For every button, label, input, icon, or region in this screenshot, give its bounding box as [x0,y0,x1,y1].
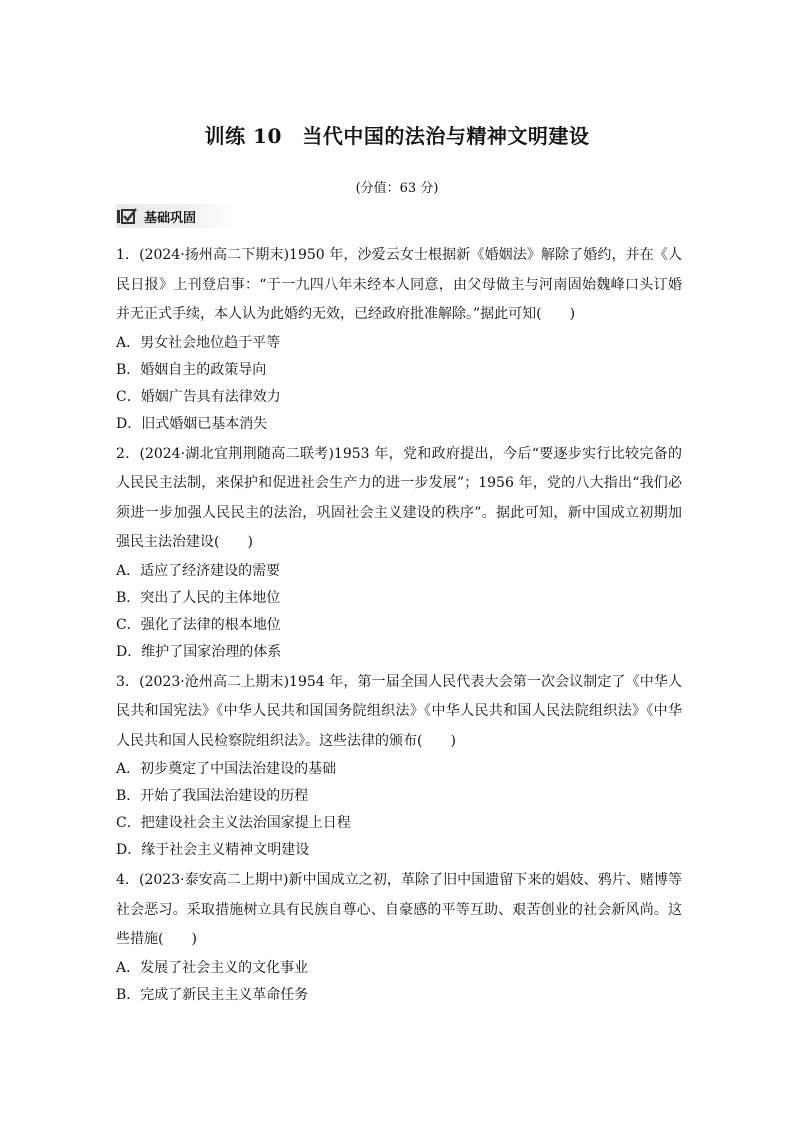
question-4 [116,866,682,1009]
option-a: A．适应了经济建设的需要 [116,562,281,579]
question-stem: 4．(2023·泰安高二上期中)新中国成立之初，革除了旧中国遗留下来的娼妓、鸦片、赌博等社会恶习。采取措施树立具有民族自尊心、自豪感的平等互助、艰苦创业的社会新风尚。这些措施( ) [116,872,682,947]
checkbox-check-icon [116,207,138,225]
question-stem: 3．(2023·沧州高二上期末)1954 年，第一届全国人民代表大会第一次会议制定了《中华人民共和国宪法》《中华人民共和国国务院组织法》《中华人民共和国人民法院组织法》《中华人民共和国人民检察院组织法》。这些法律的颁布( ) [116,673,682,749]
option-b: B．开始了我国法治建设的历程 [116,788,309,804]
option-c: C．把建设社会主义法治国家提上日程 [116,815,351,831]
question-list [116,241,682,1009]
option-a: A．男女社会地位趋于平等 [116,334,281,351]
option-d: D．维护了国家治理的体系 [116,643,282,660]
option-d: D．旧式婚姻已基本消失 [116,415,268,432]
option-c: C．强化了法律的根本地位 [116,616,281,633]
question-stem: 1．(2024·扬州高二下期末)1950 年，沙爱云女士根据新《婚姻法》解除了婚约，并在《人民日报》上刊登启事：“于一九四八年未经本人同意，由父母做主与河南固始魏峰口头订婚并无正式手续，本人认为此婚约无效，已经政府批准解除。”据此可知( ) [116,247,682,322]
option-d: D．缘于社会主义精神文明建设 [116,842,310,858]
section-header [116,204,234,228]
score-note: (分值：63 分) [355,181,439,196]
question-3 [116,668,682,865]
page-title: 训练 10 当代中国的法治与精神文明建设 [204,124,590,148]
option-b: B．婚姻自主的政策导向 [116,361,267,378]
option-c: C．婚姻广告具有法律效力 [116,388,281,405]
question-2 [116,440,682,666]
question-stem: 2．(2024·湖北宜荆荆随高二联考)1953 年，党和政府提出，今后“要逐步实行比较完备的人民民主法制，来保护和促进社会生产力的进一步发展”；1956 年，党的八大指出“我们必须进一步加强人民民主的法治，巩固社会主义建设的秩序”。据此可知，新中国成立初期加强民主法治建设( ) [116,445,682,550]
option-b: B．突出了人民的主体地位 [116,589,281,606]
option-a: A．发展了社会主义的文化事业 [116,959,309,976]
option-a: A．初步奠定了中国法治建设的基础 [116,761,337,777]
section-title: 基础巩固 [144,210,197,226]
option-b: B．完成了新民主主义革命任务 [116,986,309,1003]
question-1 [116,241,682,438]
